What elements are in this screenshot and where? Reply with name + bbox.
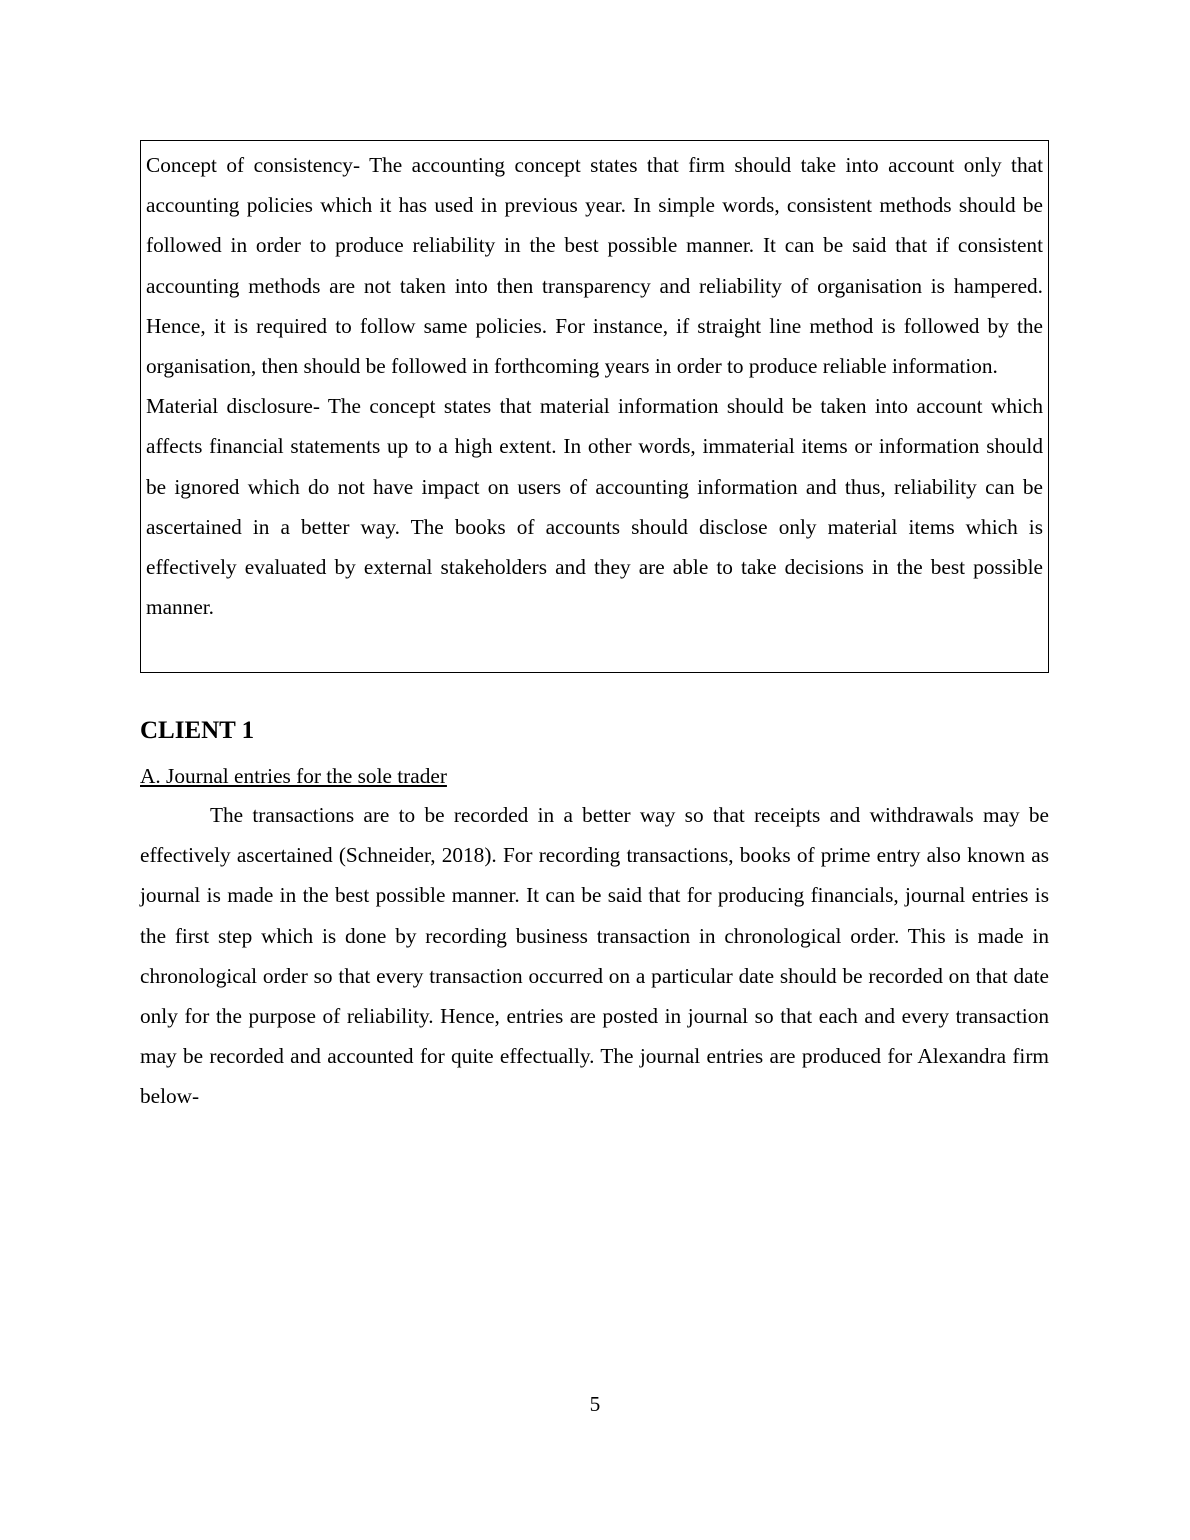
consistency-paragraph: Concept of consistency- The accounting concept states that firm should take into account only that accounting policies which it has used in previous year. In simple words, consistent methods should be followed in order to produce reliability in the best possible manner. It can be said that if consistent accounting methods are not taken into then transparency and reliability of organisation is hampered. Hence, it is required to follow same policies. For instance, if straight line method is followed by the organisation, then should be followed in forthcoming years in order to produce reliable information.	[146, 153, 1043, 379]
material-disclosure-paragraph: Material disclosure- The concept states that material information should be taken into account which affects financial statements up to a high extent. In other words, immaterial items or information should be ignored which do not have impact on users of accounting information and thus, reliability can be ascertained in a better way. The books of accounts should disclose only material items which is effectively evaluated by external stakeholders and they are able to take decisions in the best possible manner.	[146, 394, 1043, 620]
journal-entries-paragraph: The transactions are to be recorded in a better way so that receipts and withdrawals may be effectively ascertained (Schneider, 2018). For recording transactions, books of prime entry also known as journal is made in the best possible manner. It can be said that for producing financials, journal entries is the first step which is done by recording business transaction in chronological order. This is made in chronological order so that every transaction occurred on a particular date should be recorded on that date only for the purpose of reliability. Hence, entries are posted in journal so that each and every transaction may be recorded and accounted for quite effectually. The journal entries are produced for Alexandra firm below-	[140, 803, 1049, 1109]
page-number: 5	[589, 1392, 601, 1416]
section-subheading: A. Journal entries for the sole trader	[140, 764, 447, 788]
section-heading: CLIENT 1	[140, 717, 255, 744]
bordered-text-box	[140, 140, 1049, 673]
